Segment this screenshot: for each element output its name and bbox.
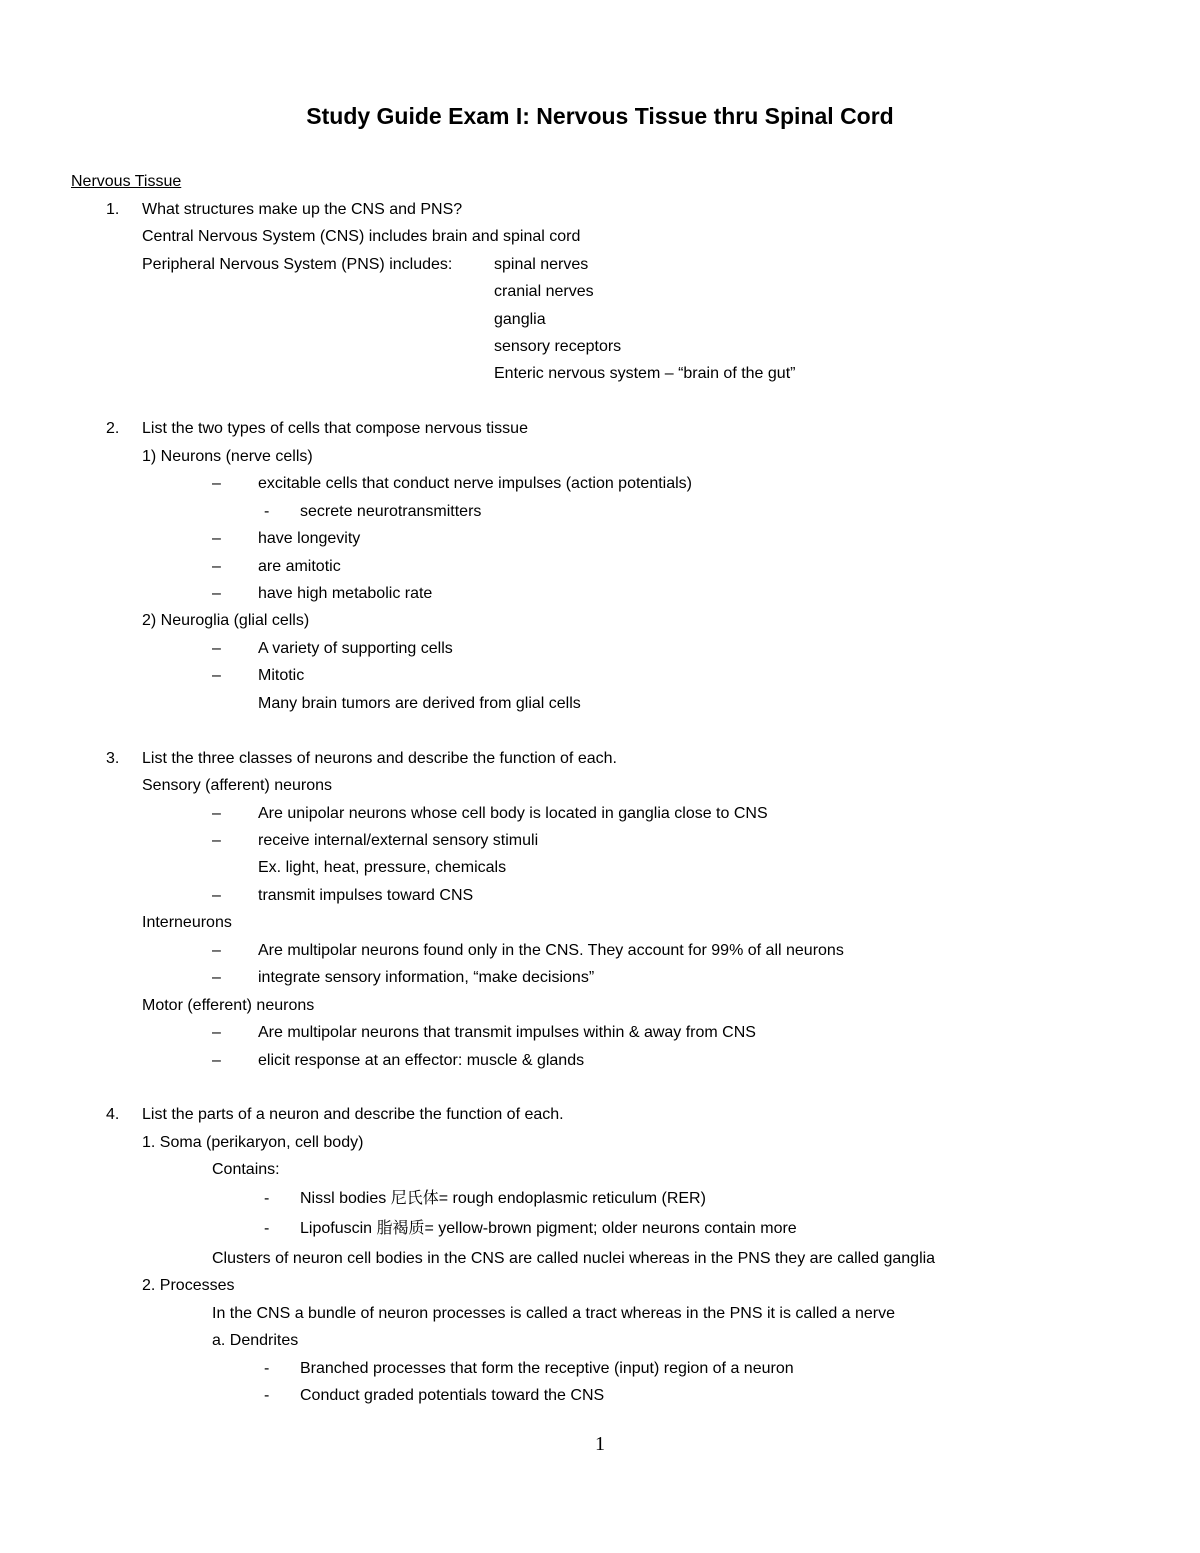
list-item: integrate sensory information, “make decisions” <box>258 969 595 986</box>
answer-line: Clusters of neuron cell bodies in the CNS are called nuclei whereas in the PNS they are called ganglia <box>212 1250 936 1267</box>
dash-bullet: – <box>212 585 221 602</box>
question-text: List the two types of cells that compose nervous tissue <box>142 420 528 437</box>
question-text: List the three classes of neurons and describe the function of each. <box>142 750 617 767</box>
question-number: 3. <box>106 750 120 767</box>
answer-line: 2) Neuroglia (glial cells) <box>142 612 310 629</box>
list-item: have longevity <box>258 530 361 547</box>
dash-bullet: – <box>212 805 221 822</box>
question-number: 1. <box>106 201 120 218</box>
dash-bullet: – <box>212 558 221 575</box>
dash-bullet: – <box>212 667 221 684</box>
list-item: A variety of supporting cells <box>258 640 453 657</box>
list-item: sensory receptors <box>494 338 622 355</box>
dash-bullet: – <box>212 1052 221 1069</box>
page-number: 1 <box>595 1433 605 1455</box>
list-item: Are multipolar neurons found only in the CNS. They account for 99% of all neurons <box>258 942 844 959</box>
list-item: receive internal/external sensory stimuli <box>258 832 539 849</box>
list-item: Conduct graded potentials toward the CNS <box>300 1387 605 1404</box>
hyphen-bullet: - <box>264 1190 270 1207</box>
hyphen-bullet: - <box>264 1360 270 1377</box>
answer-line: Central Nervous System (CNS) includes brain and spinal cord <box>142 228 581 245</box>
list-item: Are unipolar neurons whose cell body is located in ganglia close to CNS <box>258 805 768 822</box>
list-item: Enteric nervous system – “brain of the gut” <box>494 365 796 382</box>
dash-bullet: – <box>212 640 221 657</box>
hyphen-bullet: - <box>264 1220 270 1237</box>
answer-line: 1. Soma (perikaryon, cell body) <box>142 1134 364 1151</box>
answer-line: Interneurons <box>142 914 232 931</box>
list-note: Many brain tumors are derived from glial cells <box>258 695 581 712</box>
answer-line: 2. Processes <box>142 1277 235 1294</box>
list-item: elicit response at an effector: muscle & glands <box>258 1052 585 1069</box>
hyphen-bullet: - <box>264 503 270 520</box>
list-item: spinal nerves <box>494 256 589 273</box>
list-item: ganglia <box>494 311 546 328</box>
page-title: Study Guide Exam I: Nervous Tissue thru Spinal Cord <box>306 103 894 129</box>
list-item: have high metabolic rate <box>258 585 433 602</box>
dash-bullet: – <box>212 969 221 986</box>
answer-line: a. Dendrites <box>212 1332 299 1349</box>
dash-bullet: – <box>212 1024 221 1041</box>
answer-line: Sensory (afferent) neurons <box>142 777 333 794</box>
answer-line: 1) Neurons (nerve cells) <box>142 448 313 465</box>
list-item: are amitotic <box>258 558 341 575</box>
question-text: What structures make up the CNS and PNS? <box>142 201 463 218</box>
list-item: excitable cells that conduct nerve impulses (action potentials) <box>258 475 692 492</box>
dash-bullet: – <box>212 942 221 959</box>
list-item: Lipofuscin 脂褐质= yellow-brown pigment; older neurons contain more <box>300 1220 797 1237</box>
list-item: Branched processes that form the receptive (input) region of a neuron <box>300 1360 794 1377</box>
question-number: 4. <box>106 1106 120 1123</box>
dash-bullet: – <box>212 475 221 492</box>
answer-line: Contains: <box>212 1161 280 1178</box>
dash-bullet: – <box>212 530 221 547</box>
answer-line: Motor (efferent) neurons <box>142 997 315 1014</box>
list-item: transmit impulses toward CNS <box>258 887 474 904</box>
dash-bullet: – <box>212 887 221 904</box>
list-item: secrete neurotransmitters <box>300 503 482 520</box>
answer-line: Peripheral Nervous System (PNS) includes: <box>142 256 453 273</box>
section-heading: Nervous Tissue <box>71 173 182 190</box>
list-item: cranial nerves <box>494 283 594 300</box>
list-item: Nissl bodies 尼氏体= rough endoplasmic reticulum (RER) <box>300 1190 706 1207</box>
question-number: 2. <box>106 420 120 437</box>
list-item: Mitotic <box>258 667 305 684</box>
answer-line: In the CNS a bundle of neuron processes is called a tract whereas in the PNS it is called a nerve <box>212 1305 896 1322</box>
hyphen-bullet: - <box>264 1387 270 1404</box>
list-note: Ex. light, heat, pressure, chemicals <box>258 859 507 876</box>
list-item: Are multipolar neurons that transmit impulses within & away from CNS <box>258 1024 756 1041</box>
dash-bullet: – <box>212 832 221 849</box>
question-text: List the parts of a neuron and describe the function of each. <box>142 1106 564 1123</box>
